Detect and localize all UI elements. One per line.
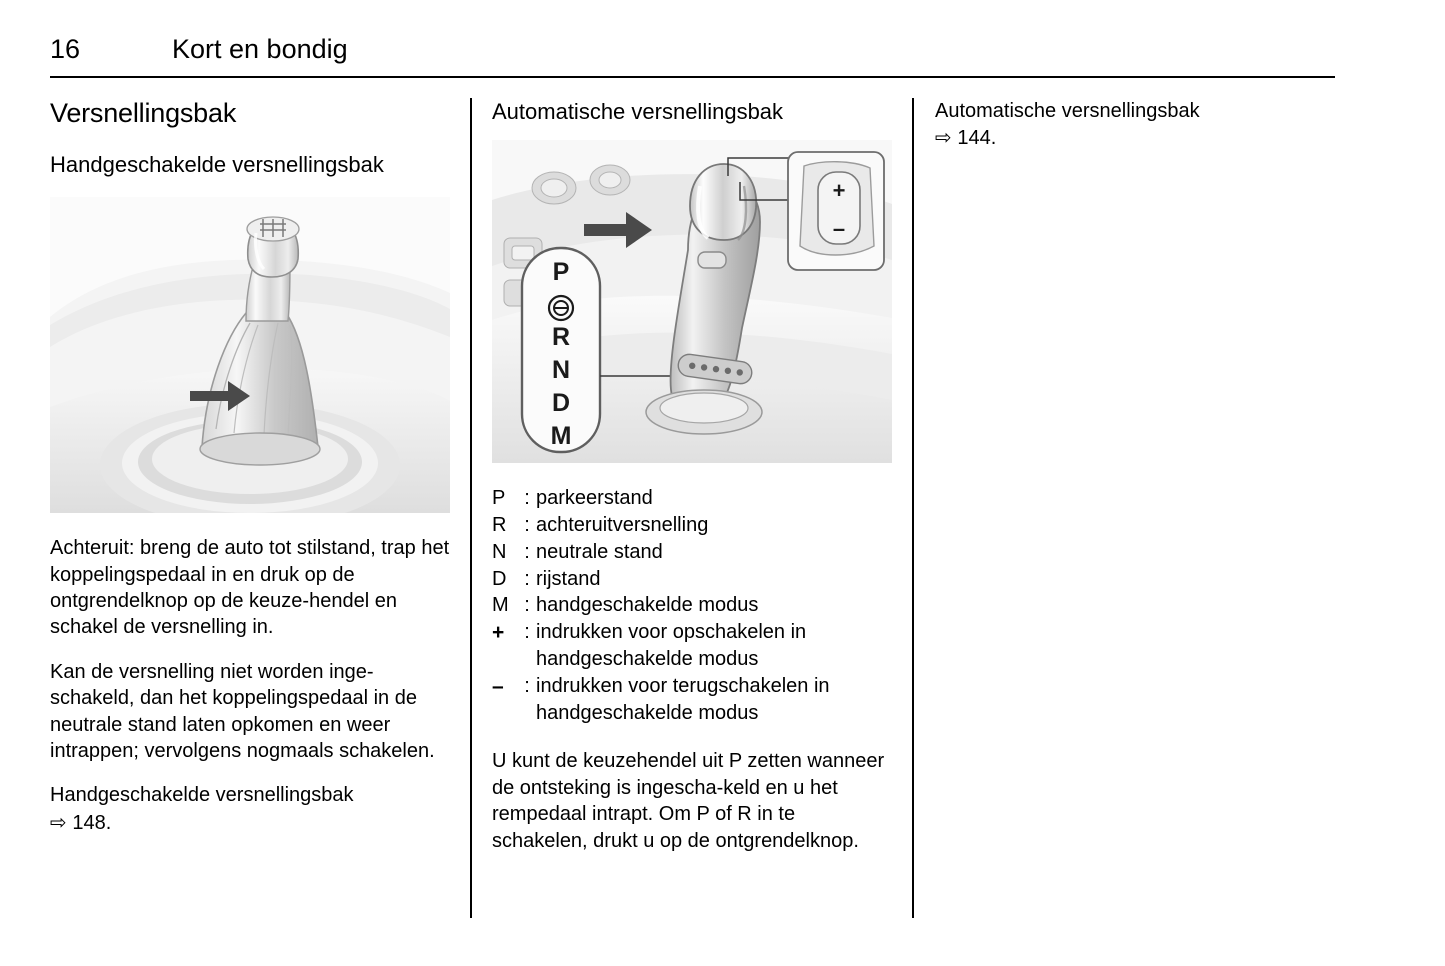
legend-key-plus: + bbox=[492, 621, 505, 645]
column-1 bbox=[50, 98, 450, 836]
page-title: Kort en bondig bbox=[172, 34, 348, 64]
cross-reference-page-line-2 bbox=[935, 124, 1335, 151]
paragraph-kan-de-versnelling: Kan de versnelling niet worden inge-schakeld, dan het koppelingspedaal in de neutrale stand laten opkomen en weer intrappen; vervolgens nogmaals schakelen. bbox=[50, 660, 435, 762]
subsection-title-handgeschakelde: Handgeschakelde versnellingsbak bbox=[50, 152, 384, 177]
svg-text:D: D bbox=[551, 389, 571, 418]
legend-key: D bbox=[492, 567, 507, 590]
manual-gear-lever-figure bbox=[50, 197, 450, 513]
column-divider-1 bbox=[470, 98, 472, 918]
svg-text:P: P bbox=[552, 258, 570, 287]
paragraph-keuzehendel: U kunt de keuzehendel uit P zetten wanneer de ontsteking is ingescha-keld en u het rempedaal intrapt. Om P of R in te schakelen, drukt u op de ontgrendelknop. bbox=[492, 750, 885, 852]
page-header bbox=[50, 34, 1335, 65]
legend-description: rijstand bbox=[536, 567, 601, 590]
reference-arrow-icon: ⇨ bbox=[935, 125, 952, 150]
legend-description: indrukken voor opschakelen in handgeschakelde modus bbox=[536, 621, 807, 670]
header-divider bbox=[50, 76, 1335, 78]
column-3 bbox=[935, 98, 1335, 152]
cross-reference-page-2: 144. bbox=[957, 127, 997, 150]
legend-key: M bbox=[492, 594, 509, 617]
legend-colon: : bbox=[524, 621, 530, 644]
legend-colon: : bbox=[524, 513, 530, 536]
page-number: 16 bbox=[50, 34, 81, 64]
reference-arrow-icon: ⇨ bbox=[50, 809, 67, 834]
legend-colon: : bbox=[524, 674, 530, 697]
selector-legend-list bbox=[492, 485, 892, 726]
svg-text:M: M bbox=[550, 422, 572, 451]
svg-text:+: + bbox=[832, 178, 846, 204]
legend-item bbox=[492, 619, 892, 673]
legend-description: handgeschakelde modus bbox=[536, 594, 759, 617]
legend-colon: : bbox=[524, 487, 530, 510]
legend-item bbox=[492, 539, 892, 566]
svg-text:R: R bbox=[551, 323, 571, 352]
legend-colon: : bbox=[524, 567, 530, 590]
automatic-gear-selector-illustration bbox=[492, 140, 892, 463]
legend-colon: : bbox=[524, 540, 530, 563]
legend-key: N bbox=[492, 540, 507, 563]
svg-text:N: N bbox=[551, 356, 571, 385]
section-title-versnellingsbak: Versnellingsbak bbox=[50, 98, 237, 128]
section-title-automatische: Automatische versnellingsbak bbox=[492, 99, 784, 124]
legend-colon: : bbox=[524, 594, 530, 617]
legend-description: achteruitversnelling bbox=[536, 513, 709, 536]
paragraph-achteruit: Achteruit: breng de auto tot stilstand, trap het koppelingspedaal in en druk op de ontgrendelknop op de keuze-hendel en schakel de versnelling in. bbox=[50, 537, 450, 639]
legend-key: R bbox=[492, 513, 507, 536]
cross-reference-page-line bbox=[50, 809, 450, 836]
legend-item bbox=[492, 673, 892, 727]
legend-item bbox=[492, 566, 892, 593]
column-2 bbox=[492, 98, 892, 854]
cross-reference-handgeschakelde: Handgeschakelde versnellingsbak bbox=[50, 784, 354, 807]
legend-description: neutrale stand bbox=[536, 540, 663, 563]
legend-item bbox=[492, 485, 892, 512]
cross-reference-automatische: Automatische versnellingsbak bbox=[935, 100, 1200, 122]
legend-item bbox=[492, 592, 892, 619]
cross-reference-page: 148. bbox=[72, 811, 112, 834]
legend-key-minus: – bbox=[492, 674, 504, 698]
legend-description: indrukken voor terugschakelen in handgeschakelde modus bbox=[536, 674, 830, 724]
legend-description: parkeerstand bbox=[536, 487, 653, 510]
legend-item bbox=[492, 512, 892, 539]
legend-key: P bbox=[492, 487, 506, 510]
automatic-selector-figure bbox=[492, 140, 892, 463]
svg-text:–: – bbox=[832, 216, 846, 242]
column-divider-2 bbox=[912, 98, 914, 918]
manual-gear-lever-illustration bbox=[50, 197, 450, 513]
